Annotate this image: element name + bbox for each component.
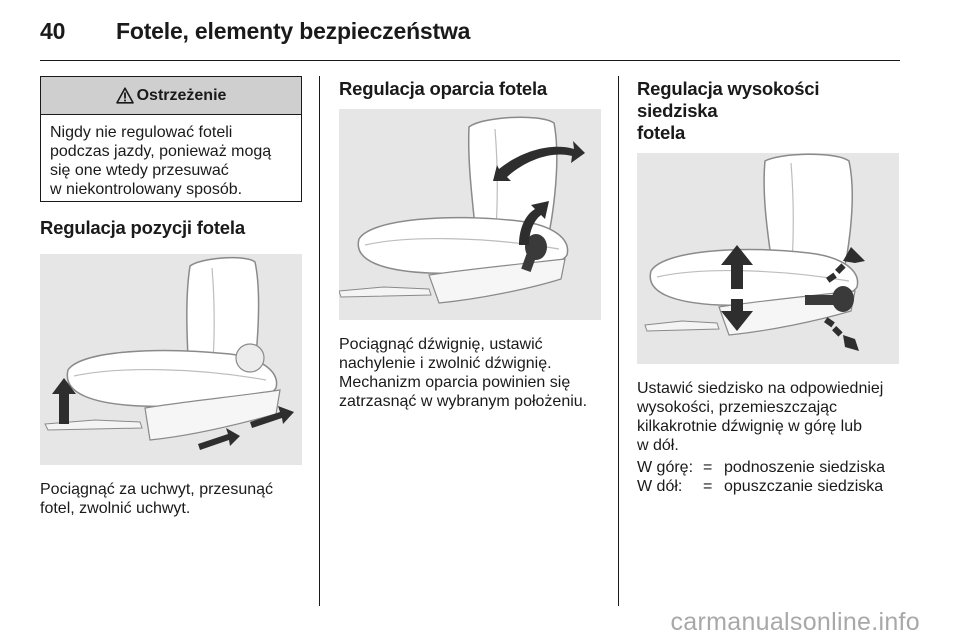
warning-title: Ostrzeżenie <box>136 86 227 104</box>
definition-separator: = <box>703 459 713 476</box>
warning-box <box>40 76 302 202</box>
definitions-table <box>637 458 885 496</box>
column-divider <box>319 76 320 606</box>
page-header <box>40 18 470 45</box>
section-heading <box>637 78 899 144</box>
page-number: 40 <box>40 18 66 44</box>
text-line: Nigdy nie regulować foteli <box>50 124 233 141</box>
page-title: Fotele, elementy bezpieczeństwa <box>116 18 471 44</box>
text-line: zatrzasnąć w wybranym położeniu. <box>339 393 588 410</box>
definition-separator: = <box>703 478 713 495</box>
warning-header <box>41 77 301 115</box>
heading-line: fotela <box>637 122 686 143</box>
text-line: w niekontrolowany sposób. <box>50 181 243 198</box>
text-line: Pociągnąć za uchwyt, przesunąć <box>40 481 274 498</box>
text-line: w dół. <box>637 437 679 454</box>
text-line: kilkakrotnie dźwignię w górę lub <box>637 418 862 435</box>
definition-description: podnoszenie siedziska <box>724 459 885 476</box>
text-line: fotel, zwolnić uchwyt. <box>40 500 191 517</box>
text-line: Mechanizm oparcia powinien się <box>339 374 571 391</box>
seat-position-figure <box>40 254 302 465</box>
warning-triangle-icon <box>116 87 134 104</box>
definition-term: W dół: <box>637 478 683 495</box>
definition-row <box>637 477 885 496</box>
definition-description: opuszczanie siedziska <box>724 478 884 495</box>
text-line: Ustawić siedzisko na odpowiedniej <box>637 380 884 397</box>
column-right <box>637 76 899 496</box>
header-rule <box>40 60 900 61</box>
section-text <box>339 335 601 411</box>
text-line: Pociągnąć dźwignię, ustawić <box>339 336 543 353</box>
section-heading: Regulacja oparcia fotela <box>339 78 548 99</box>
warning-text <box>41 115 301 209</box>
backrest-figure <box>339 109 601 320</box>
watermark: carmanualsonline.info <box>670 608 920 636</box>
definition-row <box>637 458 885 477</box>
section-text <box>637 379 899 455</box>
column-divider <box>618 76 619 606</box>
height-figure <box>637 153 899 364</box>
text-line: nachylenie i zwolnić dźwignię. <box>339 355 552 372</box>
section-text <box>40 480 302 518</box>
heading-line: Regulacja wysokości siedziska <box>637 78 820 121</box>
text-line: się one wtedy przesuwać <box>50 162 229 179</box>
column-middle <box>339 76 601 411</box>
column-left <box>40 76 302 518</box>
text-line: wysokości, przemieszczając <box>637 399 838 416</box>
text-line: podczas jazdy, ponieważ mogą <box>50 143 272 160</box>
definition-term: W górę: <box>637 459 694 476</box>
section-heading: Regulacja pozycji fotela <box>40 217 245 238</box>
